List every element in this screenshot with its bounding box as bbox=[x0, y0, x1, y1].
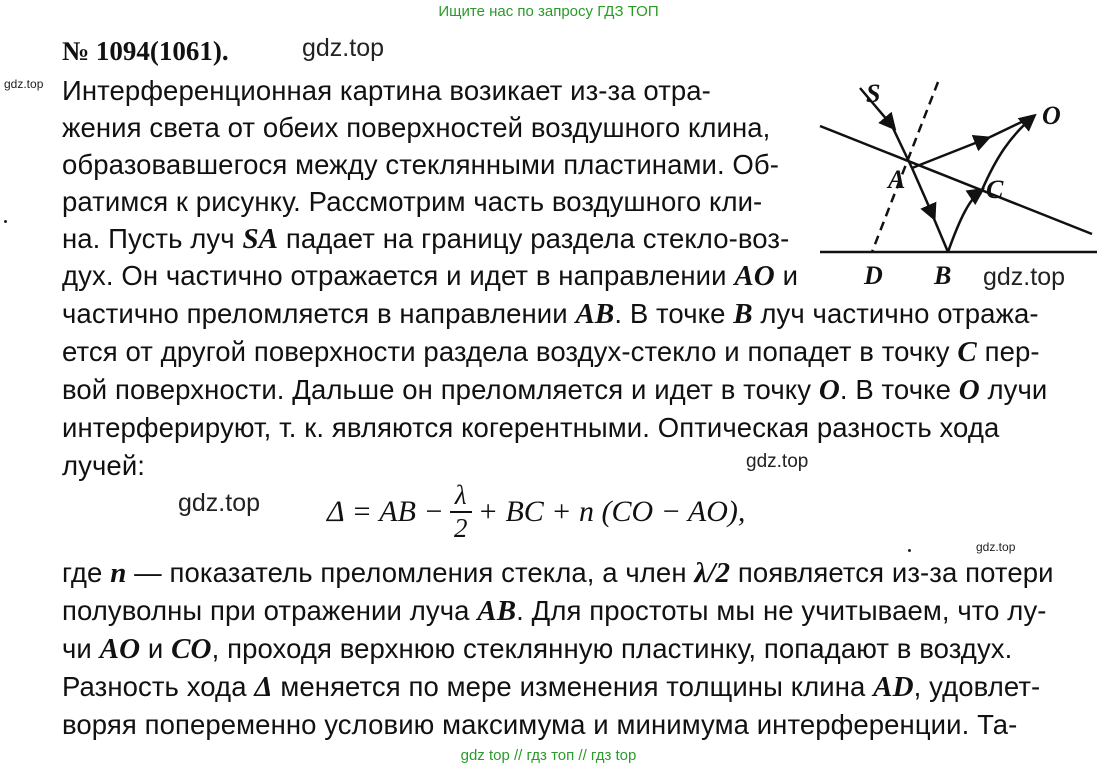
math-symbol: AD bbox=[873, 671, 914, 703]
bottom-banner: gdz top // гдз топ // гдз top bbox=[460, 747, 637, 764]
text-span: — показатель преломления стекла, а член bbox=[126, 557, 695, 588]
text-line: образовавшегося между стеклянными пластинами. Об- bbox=[62, 149, 780, 180]
reflected-ray-BC bbox=[948, 190, 982, 252]
math-symbol: C bbox=[957, 336, 977, 368]
text-line: Интерференционная картина возикает из-за отра- bbox=[62, 75, 711, 106]
math-symbol: n bbox=[110, 557, 127, 589]
text-span: . В точке bbox=[614, 298, 734, 329]
math-symbol: Δ bbox=[254, 671, 273, 703]
watermark: gdz.top bbox=[746, 451, 809, 472]
math-symbol: B bbox=[733, 298, 753, 330]
text-line bbox=[62, 223, 789, 256]
text-line bbox=[62, 260, 798, 293]
text-span: частично преломляется в направлении bbox=[62, 298, 576, 329]
text-span: , удовлет- bbox=[913, 671, 1041, 702]
fraction-numerator: λ bbox=[454, 480, 467, 510]
speck bbox=[908, 549, 911, 552]
watermark: gdz.top bbox=[178, 489, 261, 517]
path-difference-formula bbox=[327, 482, 745, 542]
text-span: на. Пусть луч bbox=[62, 223, 243, 254]
text-line bbox=[62, 298, 1039, 331]
math-symbol: AB bbox=[575, 298, 615, 330]
text-line: воряя попеременно условию максимума и минимума интерференции. Та- bbox=[62, 709, 1018, 740]
text-span: чи bbox=[62, 633, 100, 664]
text-line bbox=[62, 374, 1047, 407]
math-symbol: AB bbox=[477, 595, 517, 627]
watermark: gdz.top bbox=[4, 77, 44, 91]
text-span: луч частично отража- bbox=[752, 298, 1039, 329]
text-span: и bbox=[774, 260, 799, 291]
watermark: gdz.top bbox=[302, 34, 385, 62]
text-span: ется от другой поверхности раздела воздух-стекло и попадет в точку bbox=[62, 336, 958, 367]
label-B: B bbox=[934, 261, 952, 288]
text-span: , проходя верхнюю стеклянную пластинку, попадают в воздух. bbox=[211, 633, 1013, 664]
fraction-denominator: 2 bbox=[453, 513, 468, 543]
text-span: дух. Он частично отражается и идет в направлении bbox=[62, 260, 735, 291]
label-S: S bbox=[866, 79, 881, 108]
text-line: лучей: bbox=[62, 450, 146, 481]
text-line bbox=[62, 671, 1040, 704]
text-span: появляется из-за потери bbox=[730, 557, 1054, 588]
text-span: Разность хода bbox=[62, 671, 255, 702]
text-span: лучи bbox=[979, 374, 1048, 405]
lambda-half-fraction bbox=[450, 482, 472, 542]
label-C: C bbox=[986, 175, 1004, 204]
formula-rhs: + BC + n (CO − AO), bbox=[477, 495, 746, 528]
reflected-ray-AO bbox=[912, 138, 988, 168]
problem-number: № 1094(1061). bbox=[62, 36, 229, 66]
math-symbol: CO bbox=[171, 633, 212, 665]
formula-lhs: Δ = AB − bbox=[327, 495, 444, 528]
text-span: где bbox=[62, 557, 111, 588]
label-D: D bbox=[864, 261, 883, 288]
refracted-ray-AB bbox=[912, 168, 934, 218]
text-line bbox=[62, 557, 1054, 590]
label-A: A bbox=[888, 165, 906, 194]
text-span: и bbox=[140, 633, 172, 664]
text-span: пер- bbox=[976, 336, 1040, 367]
top-banner: Ищите нас по запросу ГДЗ ТОП bbox=[438, 3, 659, 20]
math-symbol: O bbox=[958, 374, 980, 406]
text-line: ратимся к рисунку. Рассмотрим часть воздушного кли- bbox=[62, 186, 763, 217]
text-span: падает на границу раздела стекло-воз- bbox=[278, 223, 790, 254]
label-O: O bbox=[1042, 101, 1061, 130]
reflected-ray-AO-tail bbox=[986, 116, 1034, 139]
refracted-ray-AB-tail bbox=[932, 214, 948, 252]
text-line bbox=[62, 595, 1047, 628]
math-symbol: λ/2 bbox=[694, 557, 731, 589]
speck bbox=[4, 220, 7, 223]
math-symbol: SA bbox=[242, 223, 279, 255]
math-symbol: O bbox=[818, 374, 840, 406]
watermark: gdz.top bbox=[976, 540, 1016, 554]
math-symbol: AO bbox=[99, 633, 141, 665]
text-span: . В точке bbox=[839, 374, 959, 405]
text-line bbox=[62, 336, 1040, 369]
watermark: gdz.top bbox=[983, 263, 1066, 291]
text-span: полуволны при отражении луча bbox=[62, 595, 478, 626]
incident-ray-SA-tail bbox=[892, 126, 912, 168]
air-wedge-diagram bbox=[810, 78, 1097, 288]
text-span: . Для простоты мы не учитываем, что лу- bbox=[516, 595, 1047, 626]
text-span: вой поверхности. Дальше он преломляется и идет в точку bbox=[62, 374, 819, 405]
upper-surface-line bbox=[820, 126, 1092, 234]
text-span: меняется по мере изменения толщины клина bbox=[272, 671, 874, 702]
text-line: жения света от обеих поверхностей воздушного клина, bbox=[62, 112, 771, 143]
text-line: интерферируют, т. к. являются когерентными. Оптическая разность хода bbox=[62, 412, 1000, 443]
text-line bbox=[62, 633, 1012, 666]
math-symbol: AO bbox=[734, 260, 775, 292]
